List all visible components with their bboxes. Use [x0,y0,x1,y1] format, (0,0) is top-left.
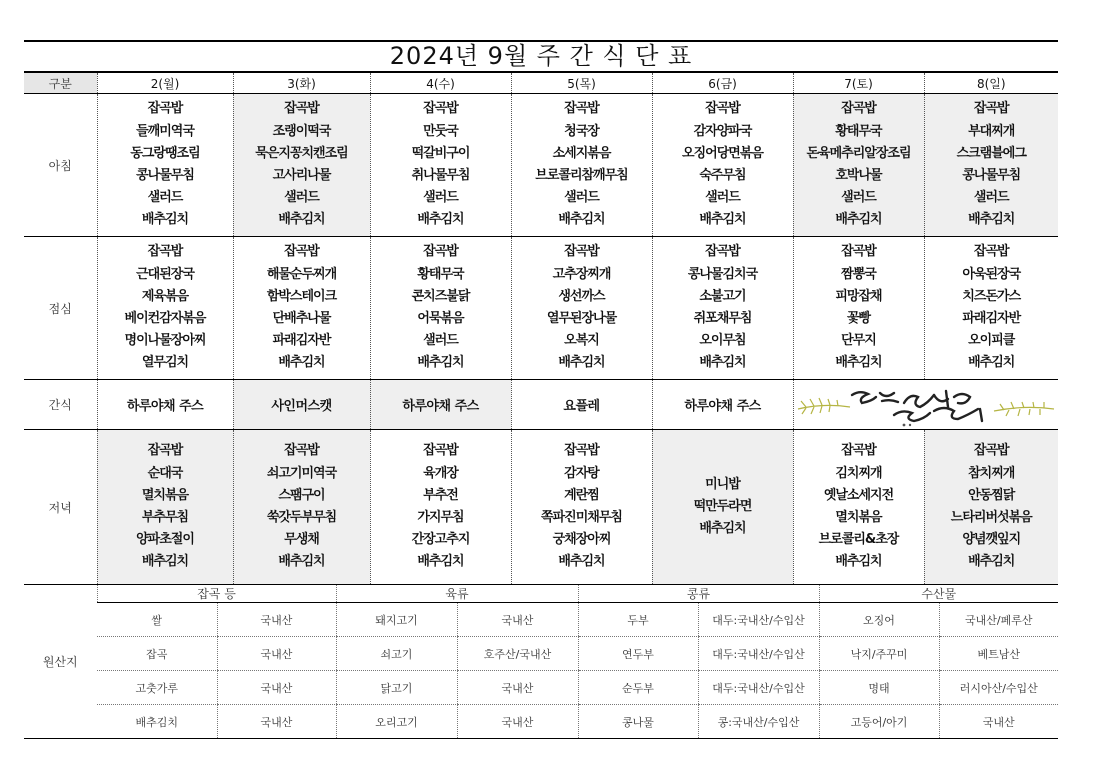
menu-item: 배추김치 [968,355,1015,371]
menu-item: 배추김치 [968,212,1015,228]
origin-country: 국내산 [939,705,1058,739]
menu-item: 잡곡밥 [564,101,599,117]
menu-item: 배추김치 [835,355,882,371]
origin-country: 대두:국내산/수입산 [698,671,819,705]
menu-item: 배추김치 [141,554,189,570]
menu-item: 짬뽕국 [841,266,876,282]
menu-item: 청국장 [564,123,599,139]
origin-country: 국내산 [217,603,336,637]
menu-item: 오이무침 [699,333,746,349]
menu-item: 멸치볶음 [141,487,189,503]
origin-country: 국내산 [457,603,578,637]
menu-item: 취나물무침 [411,168,470,183]
origin-category: 수산물 [819,585,1058,603]
menu-cell [370,430,511,585]
menu-item: 생선까스 [558,288,605,304]
menu-item: 느타리버섯볶음 [950,510,1032,525]
day-header: 4(수) [370,73,511,94]
menu-item: 샐러드 [423,333,458,349]
origin-country: 대두:국내산/수입산 [698,603,819,637]
menu-item: 고추장찌개 [552,266,611,282]
day-header: 2(월) [97,73,233,94]
calligraphy-strokes [852,391,982,421]
menu-item: 떡갈비구이 [411,145,470,161]
menu-item: 호박나물 [835,168,882,183]
menu-item: 파래김자반 [962,311,1021,326]
menu-item: 배추김치 [278,212,325,228]
menu-item: 옛날소세지전 [823,487,894,503]
menu-item: 고사리나물 [272,168,331,183]
menu-item: 순대국 [147,465,183,481]
origin-item: 오리고기 [336,705,457,739]
menu-item: 감자양파국 [693,123,752,139]
snack-cell: 하루야채 주스 [652,380,793,430]
day-header: 3(화) [233,73,370,94]
menu-item: 잡곡밥 [423,443,458,459]
menu-item: 부대찌개 [968,123,1015,139]
meal-label: 점심 [24,237,97,380]
menu-cell [97,94,233,237]
menu-item: 쥐포채무침 [693,311,752,326]
snack-cell: 사인머스캣 [233,380,370,430]
day-header: 6(금) [652,73,793,94]
menu-item: 배추김치 [835,212,882,228]
calligraphy-image [794,381,1059,429]
menu-item: 오복지 [564,333,599,349]
menu-item: 감자탕 [564,465,599,481]
menu-cell [793,430,924,585]
menu-item: 배추김치 [699,212,746,228]
menu-cell [233,430,370,585]
menu-item: 베이컨감자볶음 [124,311,206,326]
menu-item: 잡곡밥 [841,101,876,117]
menu-item: 김치찌개 [835,465,882,481]
menu-item: 오이피클 [968,333,1015,349]
menu-item: 숙주무침 [699,168,746,183]
menu-item: 파래김자반 [272,333,331,349]
menu-item: 멸치볶음 [835,510,882,525]
menu-item: 단무지 [841,333,876,349]
menu-item: 콘치즈불닭 [411,288,470,304]
menu-item: 샐러드 [564,190,599,206]
meal-label: 저녁 [24,430,97,585]
snack-cell: 하루야채 주스 [97,380,233,430]
origin-category: 콩류 [578,585,819,603]
menu-item: 안동찜닭 [968,487,1015,503]
origin-item: 콩나물 [578,705,698,739]
menu-item: 궁채장아찌 [552,532,611,548]
menu-item: 황태무국 [417,266,464,282]
menu-item: 배추김치 [699,521,746,537]
menu-item: 묵은지꽁치캔조림 [255,145,348,161]
leaf-branch-left-icon [798,398,850,414]
menu-item: 배추김치 [558,554,605,570]
origin-category: 잡곡 등 [97,585,336,603]
menu-cell [652,430,793,585]
menu-item: 배추김치 [417,554,464,570]
origin-country: 베트남산 [939,637,1058,671]
origin-category-row [24,585,1058,603]
menu-item: 양파초절이 [136,532,194,548]
origin-item: 두부 [578,603,698,637]
menu-cell [370,237,511,380]
origin-item: 배추김치 [97,705,217,739]
origin-row [24,705,1058,739]
origin-item: 잡곡 [97,637,217,671]
menu-item: 육개장 [423,465,458,481]
menu-cell [924,430,1058,585]
menu-item: 샐러드 [705,190,740,206]
menu-item: 배추김치 [278,355,325,371]
menu-cell [233,94,370,237]
origin-table [24,585,1058,739]
menu-cell [511,237,652,380]
menu-item: 배추김치 [699,355,746,371]
origin-country: 국내산 [217,671,336,705]
menu-item: 잡곡밥 [564,244,599,260]
origin-country: 호주산/국내산 [457,637,578,671]
origin-country: 국내산 [217,705,336,739]
menu-item: 열무된장나물 [546,311,617,326]
menu-item: 참치찌개 [968,465,1015,481]
menu-item: 간장고추지 [411,532,470,548]
origin-item: 고춧가루 [97,671,217,705]
menu-item: 잡곡밥 [284,244,319,260]
day-header: 8(일) [924,73,1058,94]
menu-cell [652,237,793,380]
snack-cell: 요플레 [511,380,652,430]
menu-item: 계란찜 [564,487,599,503]
menu-item: 치즈돈가스 [962,288,1021,304]
origin-item: 연두부 [578,637,698,671]
menu-item: 배추김치 [141,212,189,228]
menu-item: 떡만두라면 [693,498,752,514]
menu-item: 배추김치 [417,355,464,371]
origin-item: 낙지/주꾸미 [819,637,939,671]
meal-row-snack [24,380,1058,430]
menu-item: 어묵볶음 [417,311,464,326]
menu-item: 쪽파진미채무침 [541,510,622,525]
origin-item: 오징어 [819,603,939,637]
menu-item: 해물순두찌개 [266,266,337,282]
menu-item: 잡곡밥 [973,101,1009,117]
menu-cell [97,430,233,585]
menu-item: 배추김치 [558,212,605,228]
menu-item: 잡곡밥 [147,244,183,260]
menu-title: 2024년 9월 주 간 식 단 표 [24,40,1058,72]
menu-item: 조랭이떡국 [272,123,331,139]
weekend-snack-banner [793,380,1058,430]
day-header: 7(토) [793,73,924,94]
origin-item: 고등어/아기 [819,705,939,739]
meal-label: 간식 [24,380,97,430]
snack-cell: 하루야채 주스 [370,380,511,430]
menu-item: 콩나물무침 [136,168,194,183]
day-header: 5(목) [511,73,652,94]
origin-country: 대두:국내산/수입산 [698,637,819,671]
menu-item: 잡곡밥 [564,443,599,459]
menu-item: 샐러드 [841,190,876,206]
menu-item: 콩나물무침 [962,168,1021,183]
menu-item: 잡곡밥 [841,443,876,459]
origin-row [24,603,1058,637]
menu-item: 잡곡밥 [705,244,740,260]
menu-item: 스팸구이 [278,487,325,503]
menu-item: 배추김치 [835,554,882,570]
menu-item: 배추김치 [968,554,1015,570]
menu-item: 오징어당면볶음 [682,145,763,161]
menu-item: 제육볶음 [141,288,189,304]
origin-item: 쇠고기 [336,637,457,671]
menu-item: 피망잡채 [835,288,882,304]
menu-item: 명이나물장아찌 [124,333,206,349]
menu-item: 샐러드 [423,190,458,206]
menu-item: 들깨미역국 [136,123,194,139]
menu-item: 양념깻잎지 [962,532,1021,548]
menu-item: 소세지볶음 [552,145,611,161]
menu-item: 잡곡밥 [705,101,740,117]
menu-item: 돈육메추리알장조림 [806,145,911,161]
menu-item: 스크램블에그 [956,145,1026,161]
origin-item: 쌀 [97,603,217,637]
menu-item: 무생채 [284,532,319,548]
menu-cell [793,94,924,237]
origin-country: 러시아산/수입산 [939,671,1058,705]
menu-item: 함박스테이크 [266,288,337,304]
menu-item: 잡곡밥 [423,101,458,117]
menu-item: 부추무침 [141,510,189,525]
menu-item: 부추전 [423,487,458,503]
origin-country: 콩:국내산/수입산 [698,705,819,739]
menu-item: 잡곡밥 [423,244,458,260]
menu-item: 브로콜리&초장 [818,532,899,548]
origin-row [24,637,1058,671]
menu-item: 콩나물김치국 [687,266,758,282]
day-header-row [24,73,1058,94]
menu-item: 브로콜리참깨무침 [535,168,628,183]
weekly-menu-sheet [24,40,1058,739]
menu-item: 가지무침 [417,510,464,525]
origin-category: 육류 [336,585,578,603]
menu-cell [924,237,1058,380]
menu-cell [793,237,924,380]
meal-row-breakfast [24,94,1058,237]
menu-item: 잡곡밥 [973,244,1009,260]
menu-cell [370,94,511,237]
menu-item: 황태무국 [835,123,882,139]
menu-item: 쑥갓두부무침 [266,510,337,525]
meal-row-lunch [24,237,1058,380]
menu-cell [511,94,652,237]
menu-cell [511,430,652,585]
menu-item: 샐러드 [147,190,183,206]
menu-item: 샐러드 [284,190,319,206]
menu-item: 배추김치 [278,554,325,570]
origin-item: 순두부 [578,671,698,705]
origin-country: 국내산/페루산 [939,603,1058,637]
menu-cell [233,237,370,380]
menu-item: 잡곡밥 [284,101,319,117]
origin-country: 국내산 [457,671,578,705]
meal-label: 아침 [24,94,97,237]
origin-country: 국내산 [217,637,336,671]
header-label: 구분 [24,73,97,94]
menu-table [24,72,1058,585]
menu-item: 배추김치 [558,355,605,371]
menu-item: 꽃빵 [846,311,871,326]
origin-item: 명태 [819,671,939,705]
origin-row [24,671,1058,705]
calligraphy-banner [794,381,1059,429]
menu-item: 동그랑땡조림 [130,145,200,161]
menu-item: 근대된장국 [136,266,194,282]
origin-item: 닭고기 [336,671,457,705]
menu-cell [924,94,1058,237]
meal-row-dinner [24,430,1058,585]
origin-item: 돼지고기 [336,603,457,637]
menu-item: 단배추나물 [272,311,331,326]
menu-item: 아욱된장국 [962,266,1021,282]
leaf-branch-right-icon [994,402,1054,416]
menu-cell [97,237,233,380]
menu-item: 잡곡밥 [147,101,183,117]
menu-item: 잡곡밥 [147,443,183,459]
menu-item: 잡곡밥 [841,244,876,260]
menu-item: 미니밥 [705,476,740,492]
menu-item: 배추김치 [417,212,464,228]
menu-item: 소불고기 [699,288,746,304]
menu-item: 열무김치 [141,355,189,371]
origin-label: 원산지 [24,585,97,739]
menu-item: 잡곡밥 [973,443,1009,459]
menu-item: 샐러드 [973,190,1009,206]
menu-item: 만둣국 [423,123,458,139]
menu-item: 잡곡밥 [284,443,319,459]
origin-country: 국내산 [457,705,578,739]
menu-cell [652,94,793,237]
menu-item: 쇠고기미역국 [266,465,337,481]
